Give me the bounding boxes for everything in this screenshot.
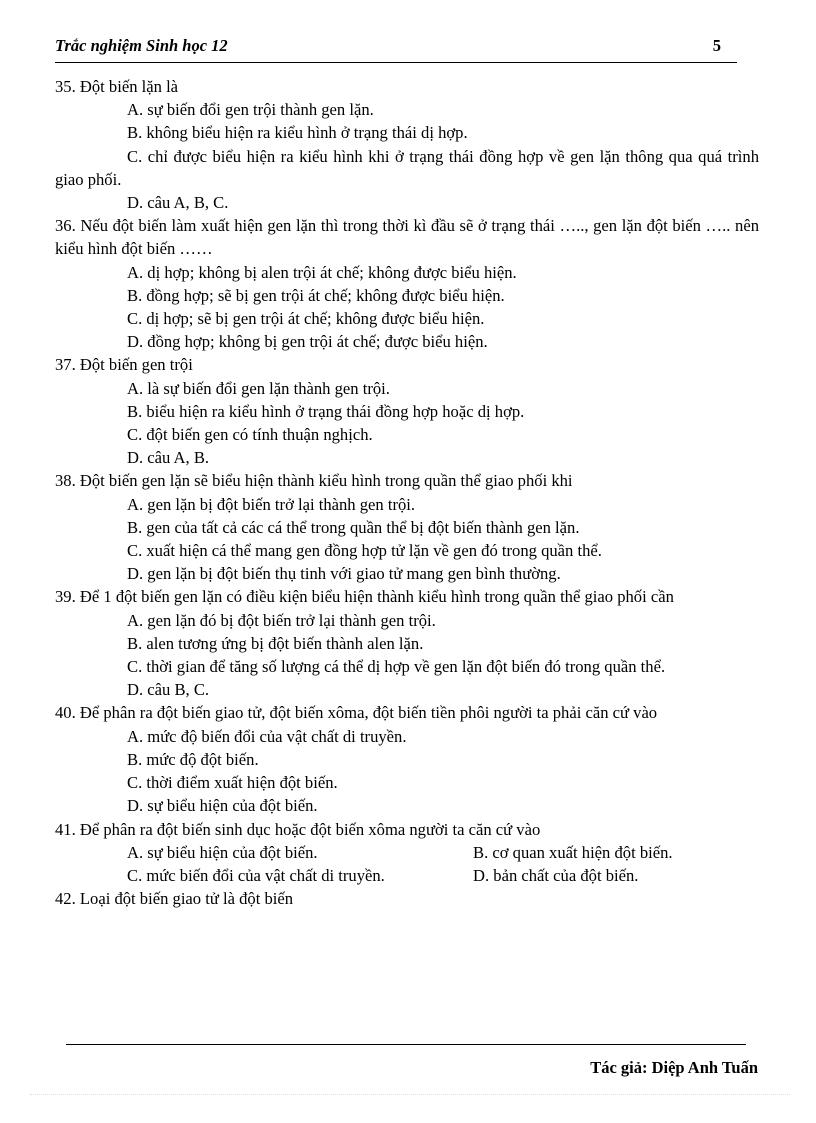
document-title: Trắc nghiệm Sinh học 12 [55,36,228,55]
answer-option: D. câu B, C. [127,680,210,700]
question-text: 37. Đột biến gen trội [55,355,193,375]
question-text: 38. Đột biến gen lặn sẽ biểu hiện thành kiểu hình trong quần thể giao phối khi [55,471,573,491]
answer-option: A. là sự biến đổi gen lặn thành gen trội. [127,378,390,398]
question-text: 42. Loại đột biến giao tử là đột biến [55,889,294,909]
question-41 [55,818,759,888]
answer-option: D. sự biểu hiện của đột biến. [127,796,318,816]
question-38 [55,469,759,585]
answer-option: D. đồng hợp; không bị gen trội át chế; được biểu hiện. [127,332,488,352]
answer-option: B. đồng hợp; sẽ bị gen trội át chế; không được biểu hiện. [127,285,505,305]
question-text: 40. Để phân ra đột biến giao tử, đột biến xôma, đột biến tiền phôi người ta phải căn cứ vào [55,703,658,723]
answer-option: B. mức độ đột biến. [127,749,259,769]
answer-option: C. thời điểm xuất hiện đột biến. [127,773,338,793]
answer-option: B. biểu hiện ra kiểu hình ở trạng thái đồng hợp hoặc dị hợp. [127,401,525,421]
answer-option: A. gen lặn bị đột biến trở lại thành gen trội. [127,494,416,514]
answer-option: C. đột biến gen có tính thuận nghịch. [127,425,373,445]
footer-author: Tác giả: Diệp Anh Tuấn [590,1058,758,1077]
page-header [55,36,737,63]
answer-option: C. dị hợp; sẽ bị gen trội át chế; không được biểu hiện. [127,309,485,329]
answer-option: A. gen lặn đó bị đột biến trở lại thành gen trội. [127,610,436,630]
answer-option: B. alen tương ứng bị đột biến thành alen lặn. [127,633,424,653]
question-text: 41. Để phân ra đột biến sinh dục hoặc đột biến xôma người ta căn cứ vào [55,819,541,839]
question-text: 35. Đột biến lặn là [55,77,179,96]
answer-option-row [55,864,759,887]
answer-option: A. mức độ biến đổi của vật chất di truyền. [127,726,407,746]
answer-option: B. gen của tất cả các cá thể trong quần thể bị đột biến thành gen lặn. [127,517,580,537]
question-42 [55,887,759,910]
answer-option: D. câu A, B. [127,448,210,468]
question-text: 39. Để 1 đột biến gen lặn có điều kiện biểu hiện thành kiểu hình trong quần thể giao phối cần [55,587,674,607]
answer-option: A. sự biến đổi gen trội thành gen lặn. [127,100,374,120]
answer-option: C. mức biến đổi của vật chất di truyền. [127,865,385,885]
answer-option: C. xuất hiện cá thể mang gen đồng hợp tử lặn về gen đó trong quần thể. [127,541,602,561]
answer-option: A. sự biểu hiện của đột biến. [127,842,318,862]
answer-option: D. gen lặn bị đột biến thụ tinh với giao tử mang gen bình thường. [127,564,561,584]
answer-option: C. chỉ được biểu hiện ra kiểu hình khi ở trạng thái đồng hợp về gen lặn thông qua quá trình giao phối. [55,146,759,189]
question-36 [55,214,759,353]
question-list [55,75,759,910]
answer-option: B. cơ quan xuất hiện đột biến. [473,842,673,862]
answer-option: D. bản chất của đột biến. [473,865,639,885]
answer-option: C. thời gian để tăng số lượng cá thể dị hợp về gen lặn đột biến đó trong quần thể. [127,657,666,677]
page-number: 5 [712,36,721,55]
question-40 [55,701,759,817]
answer-option: B. không biểu hiện ra kiểu hình ở trạng thái dị hợp. [127,123,468,143]
answer-option-row [55,841,759,864]
question-37 [55,353,759,469]
question-39 [55,585,759,701]
question-35 [55,75,759,214]
page-edge-divider [30,1094,790,1095]
question-text: 36. Nếu đột biến làm xuất hiện gen lặn thì trong thời kì đầu sẽ ở trạng thái ….., gen lặn đột biến ….. nên kiểu hình đột biến …… [55,216,759,259]
answer-option: D. câu A, B, C. [127,193,229,213]
footer-divider [66,1044,746,1045]
answer-option: A. dị hợp; không bị alen trội át chế; không được biểu hiện. [127,262,517,282]
